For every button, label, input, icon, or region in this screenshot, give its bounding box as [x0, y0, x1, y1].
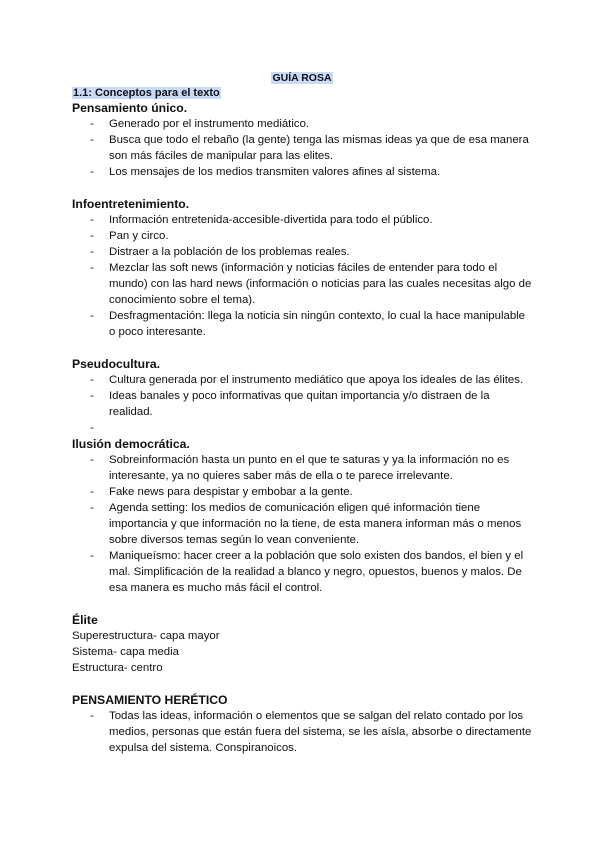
bullet-dash: - — [90, 454, 94, 466]
heading-pseudocultura: Pseudocultura. — [72, 357, 161, 371]
list-item: - Ideas banales y poco informativas que quitan importancia y/o distraen de la realidad. — [90, 390, 490, 418]
document-page — [72, 70, 532, 756]
bullet-dash: - — [90, 422, 94, 434]
list-pseudocultura — [72, 372, 532, 436]
elite-line: Superestructura- capa mayor — [72, 630, 220, 642]
list-ilusion-democratica — [72, 452, 532, 596]
elite-line: Estructura- centro — [72, 662, 163, 674]
bullet-dash: - — [90, 486, 94, 498]
list-item: - Los mensajes de los medios transmiten valores afines al sistema. — [90, 166, 441, 178]
bullet-dash: - — [90, 134, 94, 146]
list-item: - Maniqueísmo: hacer creer a la población que solo existen dos bandos, el bien y el mal. Simplificación de la realidad a blanco y negro, opuestos, buenos y malos. De esa manera es mucho más fácil el control. — [90, 550, 524, 594]
list-pensamiento-unico — [72, 116, 532, 180]
spacer — [72, 596, 532, 612]
bullet-dash: - — [90, 310, 94, 322]
list-item: - Fake news para despistar y embobar a la gente. — [90, 486, 353, 498]
heading-elite: Élite — [72, 613, 98, 627]
heading-ilusion-democratica: Ilusión democrática. — [72, 437, 190, 451]
list-item: - Mezclar las soft news (información y noticias fáciles de entender para todo el mundo) con las hard news (información o noticias para las cuales necesitas algo de conocimiento sobre el tema). — [90, 262, 532, 306]
bullet-dash: - — [90, 214, 94, 226]
list-item: - Cultura generada por el instrumento mediático que apoya los ideales de las élites. — [90, 374, 524, 386]
bullet-dash: - — [90, 374, 94, 386]
list-item: - Información entretenida-accesible-divertida para todo el público. — [90, 214, 433, 226]
bullet-dash: - — [90, 118, 94, 130]
list-item: - Pan y circo. — [90, 230, 169, 242]
bullet-dash: - — [90, 246, 94, 258]
spacer — [72, 676, 532, 692]
bullet-dash: - — [90, 502, 94, 514]
list-item: - Agenda setting: los medios de comunicación eligen qué información tiene importancia y que información no la tiene, de esta manera informan más o menos sobre diversos temas según lo vean conveniente. — [90, 502, 522, 546]
spacer — [72, 340, 532, 356]
elite-line: Sistema- capa media — [72, 646, 179, 658]
section-subtitle: 1.1: Conceptos para el texto — [73, 87, 220, 99]
heading-pensamiento-heretico: PENSAMIENTO HERÉTICO — [72, 693, 228, 707]
list-infoentretenimiento — [72, 212, 532, 340]
list-item: - Distraer a la población de los problemas reales. — [90, 246, 350, 258]
list-item: - Generado por el instrumento mediático. — [90, 118, 310, 130]
bullet-dash: - — [90, 710, 94, 722]
bullet-dash: - — [90, 230, 94, 242]
list-item: - Busca que todo el rebaño (la gente) tenga las mismas ideas ya que de esa manera son más fáciles de manipular para las elites. — [90, 134, 529, 162]
spacer — [72, 180, 532, 196]
bullet-dash: - — [90, 550, 94, 562]
heading-infoentretenimiento: Infoentretenimiento. — [72, 197, 190, 211]
heading-pensamiento-unico: Pensamiento único. — [72, 101, 188, 115]
list-item: - Todas las ideas, información o elementos que se salgan del relato contado por los medios, personas que están fuera del sistema, se les aísla, absorbe o directamente expulsa del sistema. Conspiranoicos. — [90, 710, 532, 754]
bullet-dash: - — [90, 262, 94, 274]
bullet-dash: - — [90, 390, 94, 402]
list-pensamiento-heretico — [72, 708, 532, 756]
list-item: - Desfragmentación: llega la noticia sin ningún contexto, lo cual la hace manipulable o poco interesante. — [90, 310, 526, 338]
bullet-dash: - — [90, 166, 94, 178]
document-title: GUÍA ROSA — [272, 72, 332, 84]
list-item-empty — [72, 420, 532, 436]
list-item: - Sobreinformación hasta un punto en el que te saturas y ya la información no es interesante, ya no quieres saber más de ella o te parece irrelevante. — [90, 454, 510, 482]
